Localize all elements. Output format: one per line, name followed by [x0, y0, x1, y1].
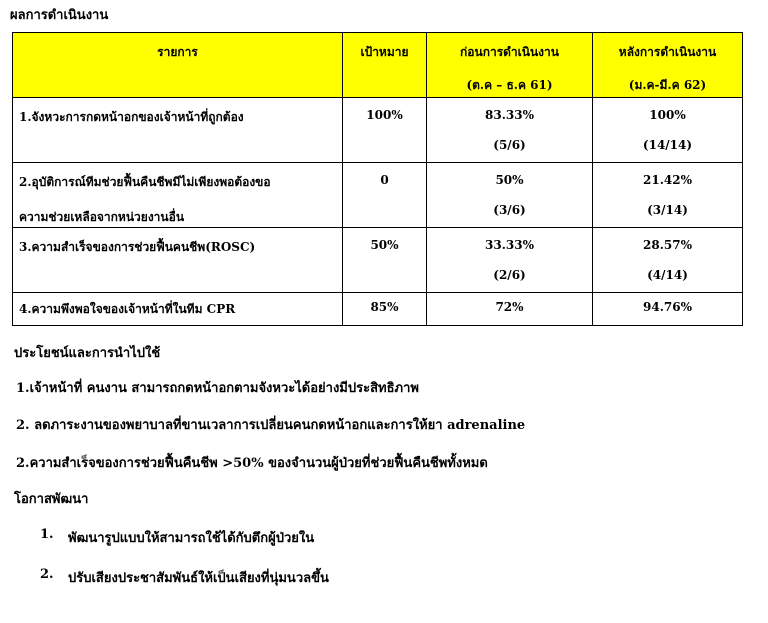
- cell-before: 83.33% (5/6): [427, 98, 593, 163]
- cell-target: 100%: [343, 98, 427, 163]
- cell-target: 50%: [343, 228, 427, 293]
- header-item: รายการ: [13, 33, 343, 98]
- cell-item: 1.จังหวะการกดหน้าอกของเจ้าหน้าที่ถูกต้อง: [13, 98, 343, 163]
- table-row: [13, 163, 743, 228]
- header-before: ก่อนการดำเนินงาน (ต.ค – ธ.ค 61): [427, 33, 593, 98]
- cell-target: 0: [343, 163, 427, 228]
- benefit-item: 2. ลดภาระงานของพยาบาลที่ขานเวลาการเปลี่ยนคนกดหน้าอกและการให้ยา adrenaline: [16, 418, 526, 433]
- cell-after: 28.57% (4/14): [593, 228, 743, 293]
- cell-after: 21.42% (3/14): [593, 163, 743, 228]
- benefit-item: 1.เจ้าหน้าที่ คนงาน สามารถกดหน้าอกตามจังหวะได้อย่างมีประสิทธิภาพ: [16, 381, 419, 396]
- development-item-number: 1.: [40, 527, 54, 542]
- table-header-row: [13, 33, 743, 98]
- development-item: ปรับเสียงประชาสัมพันธ์ให้เป็นเสียงที่นุ่มนวลขึ้น: [68, 571, 329, 586]
- results-table: [12, 32, 743, 326]
- cell-before: 72%: [427, 293, 593, 326]
- cell-target: 85%: [343, 293, 427, 326]
- header-target: เป้าหมาย: [343, 33, 427, 98]
- table-row: [13, 293, 743, 326]
- benefit-item: 2.ความสำเร็จของการช่วยฟื้นคืนชีพ >50% ของจำนวนผู้ป่วยที่ช่วยฟื้นคืนชีพทั้งหมด: [16, 456, 488, 471]
- table-row: [13, 228, 743, 293]
- cell-item: 3.ความสำเร็จของการช่วยฟื้นคนชีพ(ROSC): [13, 228, 343, 293]
- development-item-number: 2.: [40, 567, 54, 582]
- benefits-title: ประโยชน์และการนำไปใช้: [14, 346, 161, 361]
- cell-before: 50% (3/6): [427, 163, 593, 228]
- cell-after: 94.76%: [593, 293, 743, 326]
- header-after: หลังการดำเนินงาน (ม.ค-มี.ค 62): [593, 33, 743, 98]
- development-item: พัฒนารูปแบบให้สามารถใช้ได้กับตึกผู้ป่วยใน: [68, 531, 315, 546]
- results-heading: ผลการดำเนินงาน: [10, 8, 109, 23]
- cell-item: 2.อุบัติการณ์ทีมช่วยฟื้นคืนชีพมีไม่เพียงพอต้องขอ ความช่วยเหลือจากหน่วยงานอื่น: [13, 163, 343, 228]
- table-row: [13, 98, 743, 163]
- development-title: โอกาสพัฒนา: [14, 492, 89, 507]
- cell-after: 100% (14/14): [593, 98, 743, 163]
- cell-before: 33.33% (2/6): [427, 228, 593, 293]
- cell-item: 4.ความพึงพอใจของเจ้าหน้าที่ในทีม CPR: [13, 293, 343, 326]
